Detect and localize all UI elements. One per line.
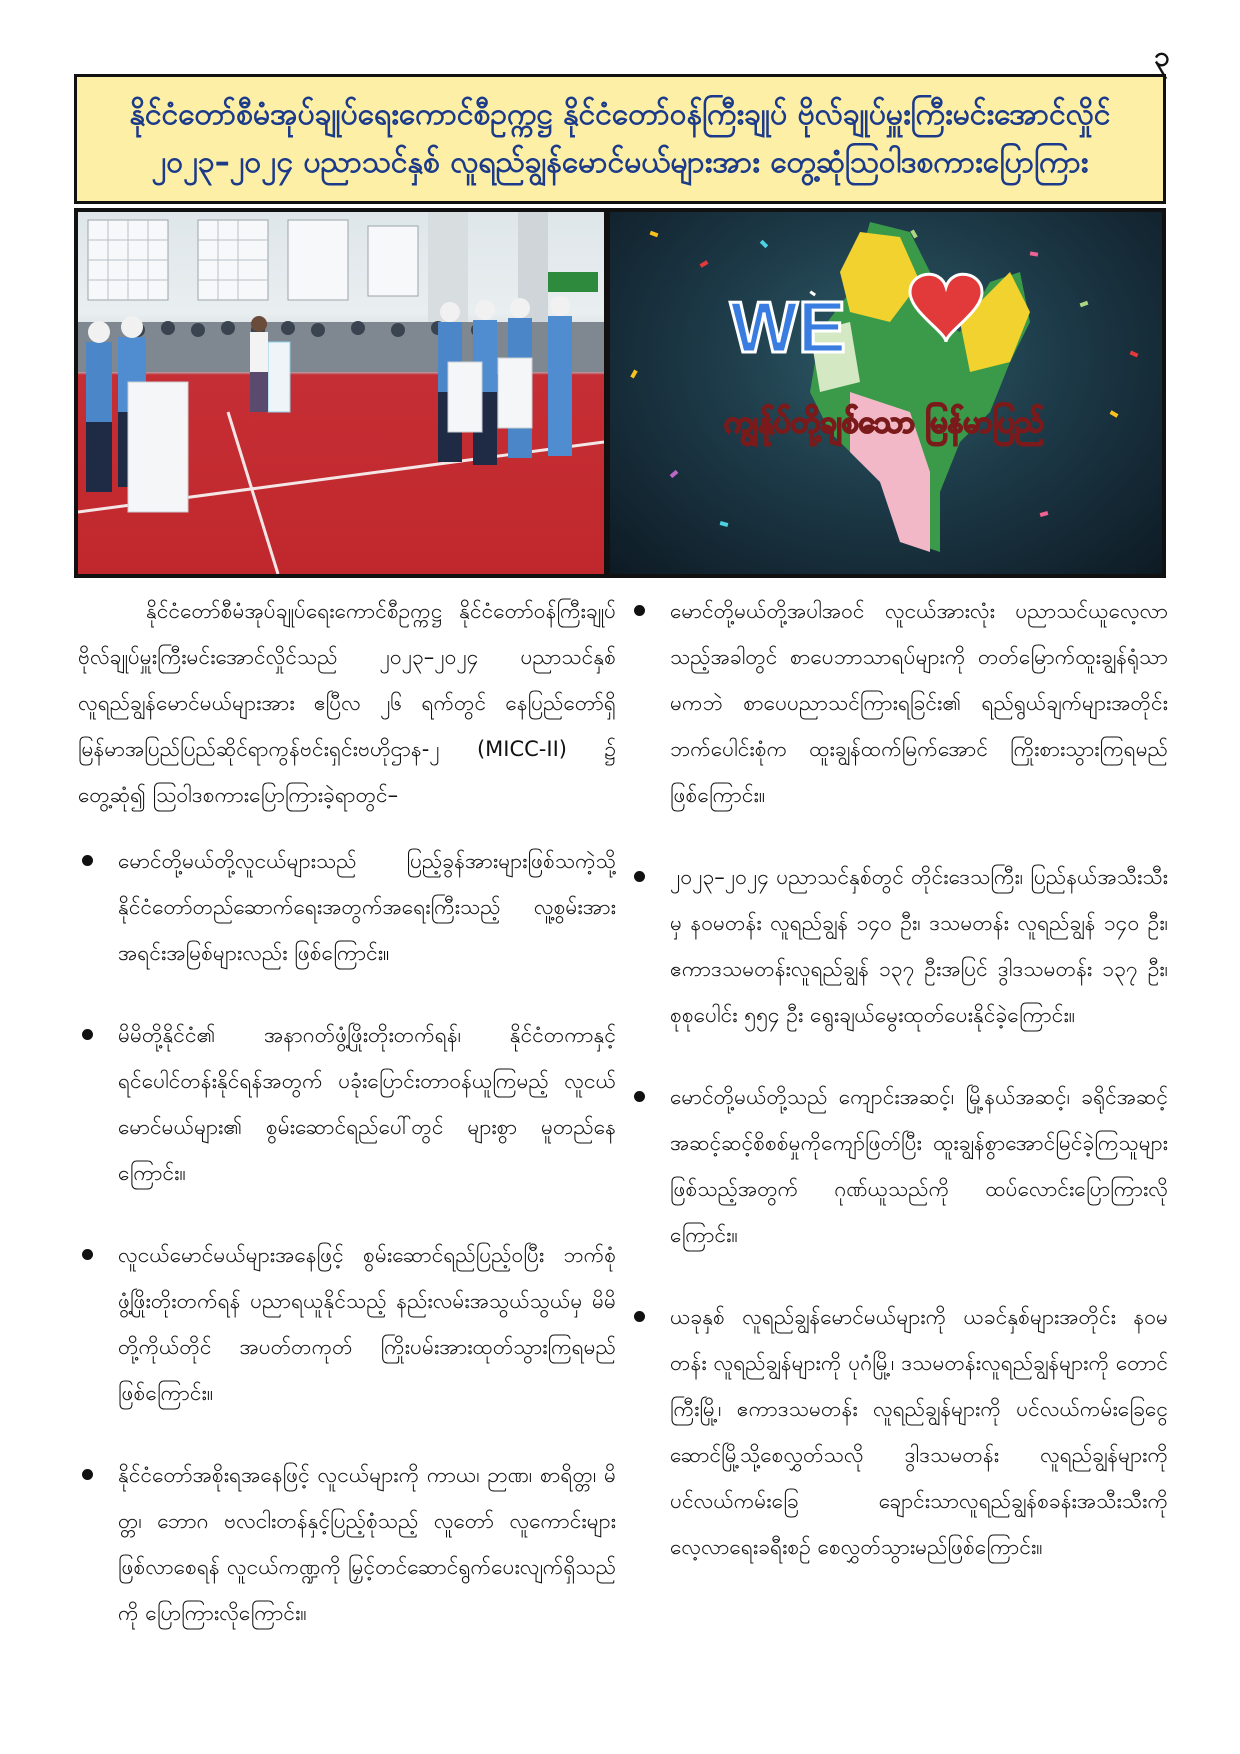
bullet-icon — [82, 1469, 93, 1480]
bullet-text: မိမိတို့နိုင်ငံ၏ အနာဂတ်ဖွံ့ဖြိုးတိုးတက်ရန်၊ နိုင်ငံတကာနှင့် ရင်ပေါင်တန်းနိုင်ရန်အတွက် ပခုံးပြောင်းတာဝန်ယူကြမည့် လူငယ်မောင်မယ်များ၏ စွမ်းဆောင်ရည်ပေါ်တွင် များစွာ မူတည်နေကြောင်း။ — [118, 1023, 616, 1185]
map-graphic-photo — [610, 212, 1162, 574]
bullet-icon — [634, 1091, 645, 1102]
bullet-text: လူငယ်မောင်မယ်များအနေဖြင့် စွမ်းဆောင်ရည်ပြည့်ဝပြီး ဘက်စုံဖွံ့ဖြိုးတိုးတက်ရန် ပညာရယူနိုင်သည့် နည်းလမ်းအသွယ်သွယ်မှ မိမိတို့ကိုယ်တိုင် အပတ်တကုတ် ကြိုးပမ်းအားထုတ်သွားကြရမည်ဖြစ်ကြောင်း။ — [118, 1243, 616, 1405]
bullet-icon — [82, 1029, 93, 1040]
headline-line-1: နိုင်ငံတော်စီမံအုပ်ချုပ်ရေးကောင်စီဥက္ကဋ္ဌ နိုင်ငံတော်ဝန်ကြီးချုပ် ဗိုလ်ချုပ်မှူးကြီးမင်းအောင်လှိုင် — [129, 97, 1111, 132]
list-item — [630, 1294, 1168, 1570]
left-bullet-list — [78, 838, 616, 1636]
headline-box — [74, 74, 1166, 204]
myanmar-map-graphic — [610, 212, 1158, 574]
ceremony-scene — [78, 212, 604, 574]
bullet-text: ၂၀၂၃–၂၀၂၄ ပညာသင်နှစ်တွင် တိုင်းဒေသကြီး၊ ပြည်နယ်အသီးသီးမှ နဝမတန်း လူရည်ချွန် ၁၄၀ ဦး၊ ဒသမတန်း လူရည်ချွန် ၁၄၀ ဦး၊ ဧကာဒသမတန်းလူရည်ချွန် ၁၃၇ ဦးအပြင် ဒွါဒသမတန်း ၁၃၇ ဦး၊ စုစုပေါင်း ၅၅၄ ဦး ရွေးချယ်မွေးထုတ်ပေးနိုင်ခဲ့ကြောင်း။ — [670, 865, 1168, 1027]
bullet-text: မောင်တို့မယ်တို့သည် ကျောင်းအဆင့်၊ မြို့နယ်အဆင့်၊ ခရိုင်အဆင့် အဆင့်ဆင့်စိစစ်မှုကိုကျော်ဖြတ်ပြီး ထူးချွန်စွာအောင်မြင်ခဲ့ကြသူများဖြစ်သည့်အတွက် ဂုဏ်ယူသည်ကို ထပ်လောင်းပြောကြားလိုကြောင်း။ — [670, 1085, 1168, 1247]
bullet-icon — [634, 605, 645, 616]
bullet-icon — [82, 1249, 93, 1260]
intro-paragraph: နိုင်ငံတော်စီမံအုပ်ချုပ်ရေးကောင်စီဥက္ကဋ္ဌ နိုင်ငံတော်ဝန်ကြီးချုပ် ဗိုလ်ချုပ်မှူးကြီးမင်းအောင်လှိုင်သည် ၂၀၂၃–၂၀၂၄ ပညာသင်နှစ် လူရည်ချွန်မောင်မယ်များအား ဧပြီလ ၂၆ ရက်တွင် နေပြည်တော်ရှိ မြန်မာအပြည်ပြည်ဆိုင်ရာကွန်ဗင်းရှင်းဗဟိုဌာန-၂ (MICC-II) ၌ တွေ့ဆုံ၍ ဩဝါဒစကားပြောကြားခဲ့ရာတွင်– — [78, 599, 616, 807]
page-number: ၃ — [1154, 40, 1170, 73]
bullet-icon — [634, 1311, 645, 1322]
bullet-icon — [82, 855, 93, 866]
list-item — [78, 838, 616, 976]
bullet-text: နိုင်ငံတော်အစိုးရအနေဖြင့် လူငယ်များကို ကာယ၊ ဉာဏ၊ စာရိတ္တ၊ မိတ္တ၊ ဘောဂ ဗလငါးတန်နှင့်ပြည့်စုံသည့် လူတော် လူကောင်းများဖြစ်လာစေရန် လူငယ်ကဏ္ဍကို မြှင့်တင်ဆောင်ရွက်ပေးလျက်ရှိသည်ကို ပြောကြားလိုကြောင်း။ — [118, 1463, 616, 1625]
ceremony-photo — [78, 212, 604, 574]
photo-strip — [74, 208, 1166, 578]
list-item — [78, 1232, 616, 1416]
list-item — [630, 1074, 1168, 1258]
bullet-icon — [634, 871, 645, 882]
right-column — [630, 588, 1168, 1606]
right-bullet-list — [630, 588, 1168, 1570]
map-caption: ကျွန်ုပ်တို့ချစ်သော မြန်မာပြည် — [724, 405, 1044, 440]
bullet-text: မောင်တို့မယ်တို့လူငယ်များသည် ပြည့်ခွန်အားများဖြစ်သကဲ့သို့ နိုင်ငံတော်တည်ဆောက်ရေးအတွက်အရေးကြီးသည့် လူ့စွမ်းအားအရင်းအမြစ်များလည်း ဖြစ်ကြောင်း။ — [118, 849, 616, 965]
list-item — [630, 588, 1168, 818]
bullet-text: မောင်တို့မယ်တို့အပါအဝင် လူငယ်အားလုံး ပညာသင်ယူလေ့လာသည့်အခါတွင် စာပေဘာသာရပ်များကို တတ်မြောက်ထူးချွန်ရုံသာမကဘဲ စာပေပညာသင်ကြားရခြင်း၏ ရည်ရွယ်ချက်များအတိုင်း ဘက်ပေါင်းစုံက ထူးချွန်ထက်မြက်အောင် ကြိုးစားသွားကြရမည်ဖြစ်ကြောင်း။ — [670, 599, 1168, 807]
list-item — [630, 854, 1168, 1038]
we-logo-text: WE — [730, 288, 846, 368]
list-item — [78, 1012, 616, 1196]
bullet-text: ယခုနှစ် လူရည်ချွန်မောင်မယ်များကို ယခင်နှစ်များအတိုင်း နဝမတန်း လူရည်ချွန်များကို ပုဂံမြို့၊ ဒသမတန်းလူရည်ချွန်များကို တောင်ကြီးမြို့၊ ဧကာဒသမတန်း လူရည်ချွန်များကို ပင်လယ်ကမ်းခြေငွေဆောင်မြို့သို့စေလွှတ်သလို ဒွါဒသမတန်း လူရည်ချွန်များကို ပင်လယ်ကမ်းခြေ ချောင်းသာလူရည်ချွန်စခန်းအသီးသီးကို လေ့လာရေးခရီးစဉ် စေလွှတ်သွားမည်ဖြစ်ကြောင်း။ — [670, 1305, 1168, 1559]
headline-line-2: ၂၀၂၃–၂၀၂၄ ပညာသင်နှစ် လူရည်ချွန်မောင်မယ်များအား တွေ့ဆုံဩဝါဒစကားပြောကြား — [151, 145, 1089, 180]
list-item — [78, 1452, 616, 1636]
left-column — [78, 588, 616, 1672]
